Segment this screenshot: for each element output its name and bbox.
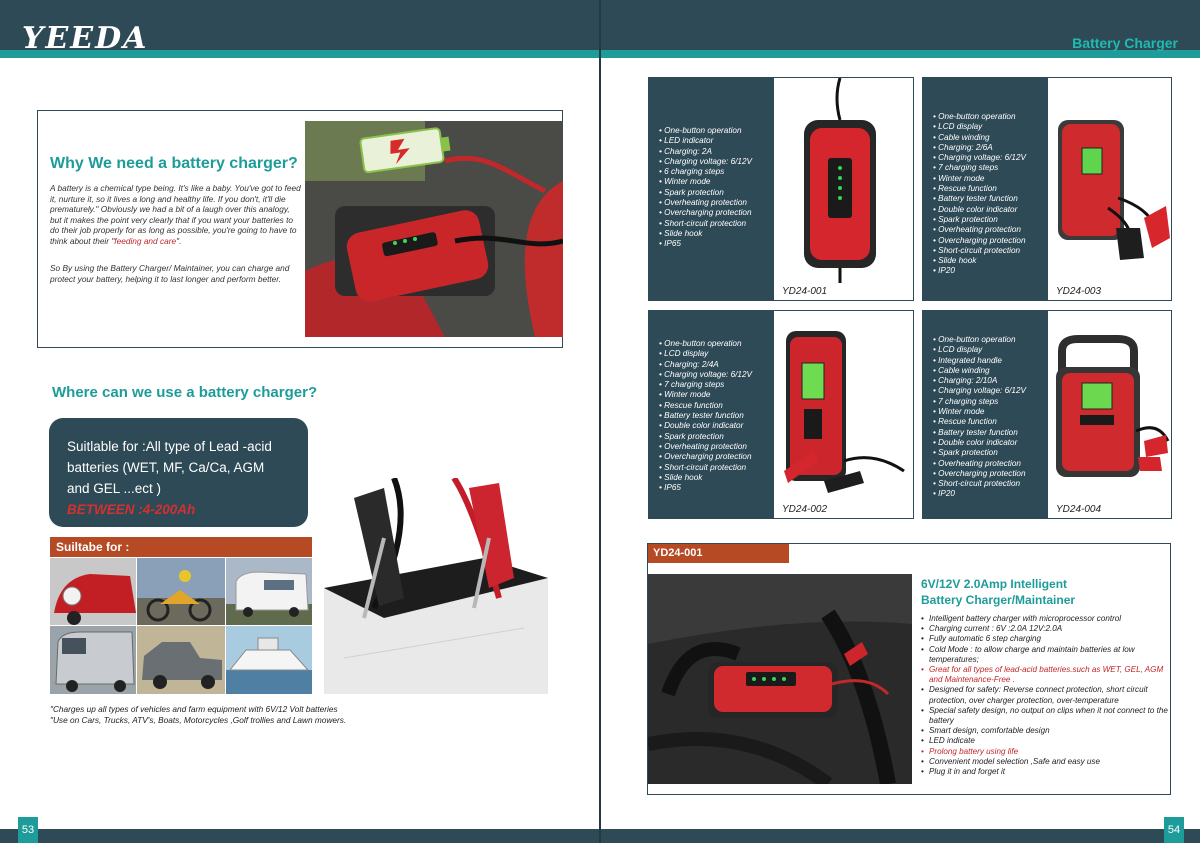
- feature-item: • 7 charging steps: [659, 380, 725, 390]
- page-number-left: 53: [18, 817, 38, 843]
- footnote-line-2: "Use on Cars, Trucks, ATV's, Boats, Motorcycles ,Golf trollies and Lawn mowers.: [50, 714, 347, 725]
- feature-list: [649, 78, 774, 300]
- feature-item: • Overcharging protection: [933, 468, 1026, 478]
- feature-list: [923, 311, 1048, 518]
- feature-item: • IP20: [933, 489, 955, 499]
- feature-item: • Charging voltage: 6/12V: [933, 153, 1026, 163]
- feature-item: • Winter mode: [933, 173, 985, 183]
- feature-item: • Short-circuit protection: [659, 462, 747, 472]
- feature-item: • Overheating protection: [933, 458, 1021, 468]
- van-photo: [50, 626, 136, 694]
- feature-item: • Charging voltage: 6/12V: [659, 156, 752, 166]
- feature-item: • One-button operation: [659, 339, 742, 348]
- feature-item: • Integrated handle: [933, 355, 1002, 365]
- feature-item: • Overcharging protection: [659, 452, 752, 462]
- feature-item: • 6 charging steps: [659, 167, 725, 177]
- product-card-yd24-002: [648, 310, 914, 519]
- car-battery-photo: [305, 121, 563, 337]
- featured-feature-item: • Intelligent battery charger with microprocessor control: [921, 614, 1169, 624]
- featured-product-section: [647, 543, 1171, 795]
- feature-item: • Short-circuit protection: [933, 479, 1021, 489]
- feature-item: • Short-circuit protection: [659, 218, 747, 228]
- feature-item: • Winter mode: [933, 407, 985, 417]
- why-paragraph-1: A battery is a chemical type being. It's like a baby. You've got to feed it, nurture it, so it lives a long and healthy life. If you don't, it'll die prematurely." Obviously we had a bit of a laugh over this analogy, but it makes the point very clearly that if you want your batteries to do their job properly for as long as possible, you're going to have to think about their "feeding and care".: [50, 183, 301, 246]
- feature-item: • IP65: [659, 483, 681, 493]
- feature-item: • Rescue function: [933, 184, 997, 194]
- pickup-truck-photo: [137, 626, 225, 694]
- feature-item: • Charging: 2/4A: [659, 359, 719, 369]
- feature-item: • Cable winding: [933, 132, 990, 142]
- feature-item: • Winter mode: [659, 390, 711, 400]
- featured-feature-item: • Fully automatic 6 step charging: [921, 634, 1169, 644]
- product-code: YD24-003: [1056, 286, 1102, 297]
- featured-feature-item: • Great for all types of lead-acid batteries.such as WET, GEL, AGM and Maintenance-Free .: [921, 665, 1169, 685]
- featured-feature-item: • LED indicate: [921, 736, 1169, 746]
- feature-item: • Spark protection: [933, 214, 998, 224]
- feature-item: • Double color indicator: [933, 204, 1018, 214]
- featured-feature-item: • Convenient model selection ,Safe and easy use: [921, 757, 1169, 767]
- car-photo: [50, 558, 136, 625]
- feature-item: • Rescue function: [933, 417, 997, 427]
- feature-item: • Cable winding: [933, 365, 990, 375]
- feature-item: • Spark protection: [659, 187, 724, 197]
- feature-item: • IP65: [659, 239, 681, 249]
- feature-item: • Charging voltage: 6/12V: [659, 369, 752, 379]
- brand-logo: YEEDA: [22, 21, 149, 56]
- feature-item: • LCD display: [933, 122, 983, 132]
- feature-item: • Charging voltage: 6/12V: [933, 386, 1026, 396]
- product-code: YD24-002: [782, 504, 828, 515]
- why-section: [37, 110, 563, 348]
- feature-list: [649, 311, 774, 518]
- feature-item: • Spark protection: [659, 431, 724, 441]
- caravan-photo: [226, 558, 312, 625]
- footnote-line-1: "Charges up all types of vehicles and farm equipment with 6V/12 Volt batteries: [50, 704, 338, 714]
- featured-title-line-2: Battery Charger/Maintainer: [921, 593, 1076, 607]
- feature-item: • Overheating protection: [933, 225, 1021, 235]
- page-number-right: 54: [1164, 817, 1184, 843]
- feature-item: • Slide hook: [659, 228, 703, 238]
- feature-item: • One-button operation: [933, 335, 1016, 344]
- vehicle-photo-mosaic: [50, 558, 312, 694]
- featured-title-line-1: 6V/12V 2.0Amp Intelligent: [921, 577, 1068, 591]
- why-paragraph-2: So By using the Battery Charger/ Maintainer, you can charge and protect your battery, helping it to last longer and perform better.: [50, 263, 290, 284]
- featured-feature-item: • Special safety design, no output on clips when it not connect to the battery: [921, 706, 1169, 726]
- feature-item: • LED indicator: [659, 136, 714, 146]
- feature-item: • Overcharging protection: [933, 235, 1026, 245]
- feature-item: • 7 charging steps: [933, 163, 999, 173]
- feature-item: • Double color indicator: [659, 421, 744, 431]
- battery-clamps-photo: [324, 478, 548, 694]
- feature-item: • 7 charging steps: [933, 396, 999, 406]
- featured-feature-item: • Charging current : 6V :2.0A 12V:2.0A: [921, 624, 1169, 634]
- feature-item: • Battery tester function: [659, 411, 744, 421]
- why-title: Why We need a battery charger?: [50, 155, 298, 172]
- section-title: Battery Charger: [1072, 35, 1178, 51]
- feature-item: • Slide hook: [933, 256, 977, 266]
- product-image: [774, 311, 913, 518]
- feature-item: • Winter mode: [659, 177, 711, 187]
- feature-item: • Battery tester function: [933, 427, 1018, 437]
- featured-feature-item: • Designed for safety: Reverse connect protection, short circuit protection, over charger protection, over-temperature: [921, 685, 1169, 705]
- featured-product-code: YD24-001: [648, 544, 789, 563]
- feature-item: • Rescue function: [659, 400, 723, 410]
- feature-item: • LCD display: [933, 345, 983, 355]
- feature-item: • Spark protection: [933, 448, 998, 458]
- featured-feature-item: • Prolong battery using life: [921, 747, 1169, 757]
- product-card-yd24-003: [922, 77, 1172, 301]
- feature-item: • Charging: 2/6A: [933, 142, 993, 152]
- product-code: YD24-001: [782, 286, 828, 297]
- page-spine: [599, 0, 601, 843]
- capacity-range: BETWEEN :4-200Ah: [67, 502, 196, 517]
- product-card-yd24-004: [922, 310, 1172, 519]
- featured-feature-item: • Smart design, comfortable design: [921, 726, 1169, 736]
- feature-item: • Battery tester function: [933, 194, 1018, 204]
- product-card-yd24-001: [648, 77, 914, 301]
- engine-bay-photo: [648, 574, 912, 784]
- product-image: [1048, 311, 1171, 518]
- feature-list: [923, 78, 1048, 300]
- product-image: [774, 78, 913, 300]
- product-code: YD24-004: [1056, 504, 1102, 515]
- feature-item: • Double color indicator: [933, 437, 1018, 447]
- feature-item: • One-button operation: [933, 112, 1016, 121]
- featured-product-title: [921, 576, 1166, 608]
- product-image: [1048, 78, 1171, 300]
- suitable-text: Suitlable for :All type of Lead -acid batteries (WET, MF, Ca/Ca, AGM and GEL ...ect ): [67, 439, 272, 496]
- featured-feature-item: • Cold Mode : to allow charge and maintain batteries at low temperatures;: [921, 645, 1169, 665]
- feature-item: • LCD display: [659, 349, 709, 359]
- feature-item: • Short-circuit protection: [933, 245, 1021, 255]
- feature-item: • Charging: 2A: [659, 146, 712, 156]
- feature-item: • Slide hook: [659, 472, 703, 482]
- where-title: Where can we use a battery charger?: [52, 384, 318, 401]
- feature-item: • One-button operation: [659, 126, 742, 135]
- feature-item: • Charging: 2/10A: [933, 376, 998, 386]
- featured-feature-list: [921, 614, 1169, 777]
- suitable-box: [49, 418, 308, 527]
- feature-item: • IP20: [933, 266, 955, 276]
- feature-item: • Overcharging protection: [659, 208, 752, 218]
- feature-item: • Overheating protection: [659, 441, 747, 451]
- featured-feature-item: • Plug it in and forget it: [921, 767, 1169, 777]
- motorcycle-photo: [137, 558, 225, 625]
- feature-item: • Overheating protection: [659, 198, 747, 208]
- usage-footnote: [50, 704, 410, 725]
- suitable-for-bar: Suiltabe for :: [50, 537, 312, 557]
- boat-photo: [226, 626, 312, 694]
